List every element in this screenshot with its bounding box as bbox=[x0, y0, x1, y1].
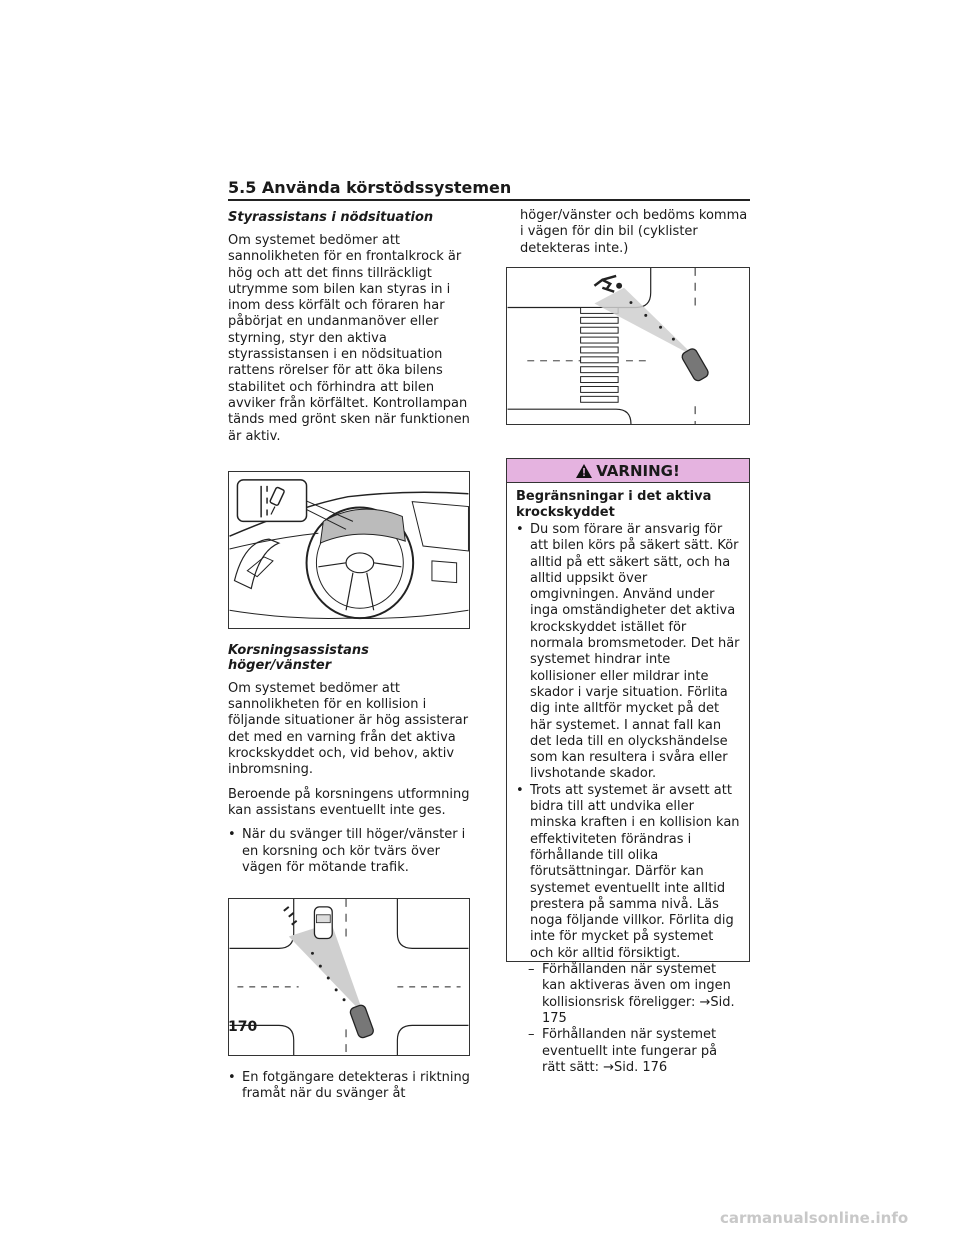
bullet-item-1: • När du svänger till höger/vänster i en korsning och kör tvärs över vägen för mötande trafik. bbox=[228, 827, 466, 875]
section1-text: Om systemet bedömer att sannolikheten för en frontalkrock är hög och att det finns tillräckligt utrymme som bilen kan styras in i inom dess körfält och föraren har påbörjat en undanmanöver eller styrning, styr den aktiva styrassistansen i en nödsituation rattens rörelser för att öka bilens stabilitet och förhindra att bilen avviker från körfältet. Kontrollampan tänds med grönt sken när funktionen är aktiv. bbox=[228, 233, 470, 444]
section-header: 5.5 Använda körstödssystemen bbox=[228, 178, 512, 197]
header-rule bbox=[228, 199, 750, 201]
warning-title: Begränsningar i det aktiva krockskyddet bbox=[516, 489, 712, 520]
left-column bbox=[228, 208, 476, 1109]
warning-sub-item-1: – Förhållanden när systemet kan aktiveras även om ingen kollisionsrisk föreligger: →Sid. 175 bbox=[528, 962, 735, 1026]
section2-text1: Om systemet bedömer att sannolikheten för en kollision i följande situationer är hög assisterar det med en varning från det aktiva krockskyddet och, vid behov, aktiv inbromsning. bbox=[228, 680, 469, 778]
section2-title: Korsningsassistans höger/vänster bbox=[228, 642, 369, 673]
dashboard-illustration bbox=[228, 471, 470, 629]
bullet-item-2: • En fotgängare detekteras i riktning framåt när du svänger åt bbox=[228, 1070, 470, 1102]
pedestrian-illustration bbox=[506, 267, 750, 425]
warning-body bbox=[507, 483, 749, 1076]
warning-sub-item-2: – Förhållanden när systemet eventuellt inte fungerar på rätt sätt: →Sid. 176 bbox=[528, 1027, 718, 1075]
continuation-text: höger/vänster och bedöms komma i vägen för din bil (cyklister detekteras inte.) bbox=[520, 208, 748, 256]
section2-text2: Beroende på korsningens utformning kan assistans eventuellt inte ges. bbox=[228, 786, 470, 818]
warning-header bbox=[507, 459, 749, 483]
warning-label: VARNING! bbox=[596, 461, 680, 480]
warning-box bbox=[506, 458, 750, 1075]
warning-bullet-2: • Trots att systemet är avsett att bidra till att undvika eller minska kraften i en kollision kan effektiviteten förändras i förhållande till olika förutsättningar. Därför kan systemet eventuellt inte alltid prestera på samma nivå. Läs noga följande villkor. Förlita dig inte för mycket på systemet och kör alltid försiktigt. bbox=[516, 782, 740, 961]
warning-bullet-1: • Du som förare är ansvarig för att bilen körs på säkert sätt. Kör alltid på ett säkert sätt, och ha alltid uppsikt över omgivningen. Använd under inga omständigheter det aktiva krockskyddet istället för normala bromsmetoder. Det här systemet hindrar inte kollisioner eller mildrar inte skador i varje situation. Förlita dig inte alltför mycket på det här systemet. I annat fall kan det leda till en olyckshändelse som kan resultera i svåra eller livshotande skador. bbox=[516, 522, 740, 782]
page-number: 170 bbox=[228, 1019, 258, 1035]
warning-triangle-icon bbox=[576, 464, 592, 478]
right-column bbox=[506, 208, 750, 425]
section1-title: Styrassistans i nödsituation bbox=[228, 210, 434, 225]
intersection-illustration bbox=[228, 898, 470, 1056]
footer-watermark: carmanualsonline.info bbox=[720, 1209, 909, 1227]
